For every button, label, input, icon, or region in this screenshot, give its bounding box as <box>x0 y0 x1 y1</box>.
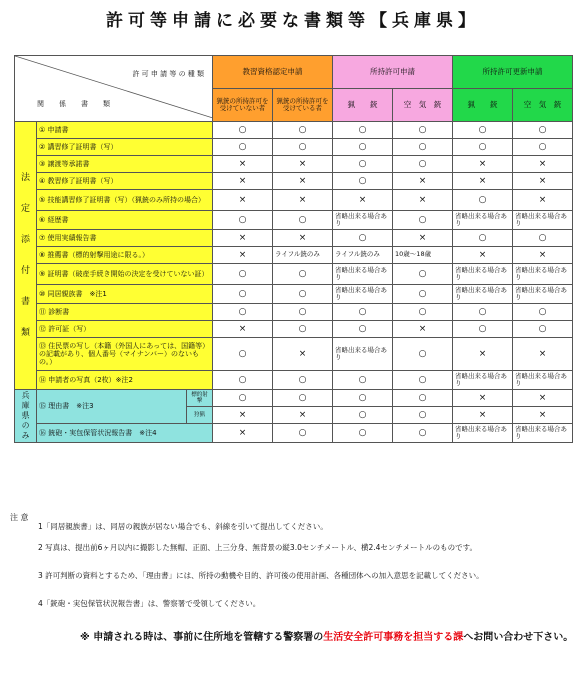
cell-value: ○ <box>393 264 453 285</box>
cell-value: × <box>333 190 393 211</box>
header-docs-label: 関 係 書 類 <box>37 100 114 108</box>
cell-value: 省略出来る場合あり <box>513 211 573 230</box>
cell-value: × <box>393 173 453 190</box>
header-sub-has-permit: 猟銃の所持許可を受けている者 <box>273 89 333 122</box>
row-label: ⑦ 使用実績報告書 <box>37 230 213 247</box>
row-label: ⑩ 同居親族書 ※注1 <box>37 285 213 304</box>
cell-value: × <box>273 190 333 211</box>
cell-value: ○ <box>273 211 333 230</box>
cell-value: ○ <box>273 390 333 407</box>
cell-value: ○ <box>333 173 393 190</box>
cell-value: ○ <box>273 321 333 338</box>
cell-value: × <box>453 173 513 190</box>
cell-value: × <box>453 247 513 264</box>
cell-value: ○ <box>453 122 513 139</box>
row-sublabel: 標的射撃 <box>187 390 213 407</box>
cell-value: × <box>273 338 333 371</box>
cell-value: ○ <box>213 122 273 139</box>
cell-value: ○ <box>213 304 273 321</box>
cell-value: 省略出来る場合あり <box>453 424 513 443</box>
cell-value: × <box>453 390 513 407</box>
note-4: 4「銃砲・実包保管状況報告書」は、警察署で受領してください。 <box>38 599 261 608</box>
cell-value: × <box>213 407 273 424</box>
row-sublabel: 狩猟 <box>187 407 213 424</box>
cell-value: ○ <box>333 424 393 443</box>
header-diagonal-cell <box>15 56 213 122</box>
cell-value: ○ <box>213 139 273 156</box>
cell-value: 省略出来る場合あり <box>513 264 573 285</box>
header-type-label: 許 可 申 請 等 の 種 類 <box>132 70 205 78</box>
cell-value: ○ <box>393 304 453 321</box>
cell-value: 省略出来る場合あり <box>453 285 513 304</box>
row-label: ⑮ 理由書 ※注3 <box>37 390 187 424</box>
row-label: ⑬ 住民票の写し（本籍（外国人にあっては、国籍等）の記載があり、個人番号（マイナンバー）のないもの。） <box>37 338 213 371</box>
cell-value: ○ <box>453 304 513 321</box>
cell-value: ○ <box>393 211 453 230</box>
cell-value: × <box>213 247 273 264</box>
cell-value: ○ <box>513 304 573 321</box>
row-label: ⑭ 申請者の写真（2枚）※注2 <box>37 371 213 390</box>
cell-value: 省略出来る場合あり <box>333 338 393 371</box>
note-3: 3 許可判断の資料とするため、「理由書」には、所持の動機や目的、許可後の使用計画、各種団体への加入意思を記載してください。 <box>38 571 484 580</box>
cell-value: × <box>513 173 573 190</box>
cell-value: × <box>453 156 513 173</box>
cell-value: × <box>273 173 333 190</box>
cell-value: ○ <box>273 304 333 321</box>
cell-value: × <box>213 230 273 247</box>
notes-heading: 注 意 <box>10 513 29 522</box>
cell-value: 省略出来る場合あり <box>333 211 393 230</box>
cell-value: ○ <box>393 371 453 390</box>
footer-part3: へお問い合わせ下さい。 <box>463 632 574 643</box>
cell-value: ○ <box>393 156 453 173</box>
cell-value: 省略出来る場合あり <box>453 371 513 390</box>
row-label: ⑨ 証明書（破産手続き開始の決定を受けていない証） <box>37 264 213 285</box>
cell-value: 省略出来る場合あり <box>333 264 393 285</box>
page-title: 許可等申請に必要な書類等【兵庫県】 <box>106 11 480 31</box>
row-label: ② 講習修了証明書（写） <box>37 139 213 156</box>
cell-value: 省略出来る場合あり <box>513 285 573 304</box>
footer-notice <box>80 631 580 645</box>
row-label: ④ 教習修了証明書（写） <box>37 173 213 190</box>
cell-value: × <box>393 190 453 211</box>
cell-value: × <box>213 424 273 443</box>
cell-value: ○ <box>453 139 513 156</box>
cell-value: ○ <box>213 285 273 304</box>
cell-value: ○ <box>213 338 273 371</box>
cell-value: ○ <box>333 321 393 338</box>
header-sub-airgun: 空 気 銃 <box>393 89 453 122</box>
cell-value: ○ <box>393 424 453 443</box>
cell-value: ライフル銃のみ <box>333 247 393 264</box>
cell-value: ○ <box>513 139 573 156</box>
cell-value: × <box>273 407 333 424</box>
cell-value: ○ <box>393 338 453 371</box>
header-sub-renew-shotgun: 猟 銃 <box>453 89 513 122</box>
side-label-hyogo: 兵庫県のみ <box>15 390 37 443</box>
cell-value: ○ <box>513 122 573 139</box>
cell-value: 省略出来る場合あり <box>453 211 513 230</box>
cell-value: ○ <box>273 285 333 304</box>
side-label-statutory: 法 定 添 付 書 類 <box>15 122 37 390</box>
cell-value: × <box>513 190 573 211</box>
cell-value: ライフル銃のみ <box>273 247 333 264</box>
cell-value: ○ <box>213 211 273 230</box>
cell-value: ○ <box>213 371 273 390</box>
header-sub-no-permit: 猟銃の所持許可を受けていない者 <box>213 89 273 122</box>
cell-value: ○ <box>513 230 573 247</box>
cell-value: 10歳～18歳 <box>393 247 453 264</box>
cell-value: ○ <box>273 122 333 139</box>
requirements-table <box>14 55 573 443</box>
cell-value: × <box>513 156 573 173</box>
cell-value: ○ <box>333 371 393 390</box>
cell-value: ○ <box>393 407 453 424</box>
cell-value: ○ <box>453 190 513 211</box>
cell-value: ○ <box>213 264 273 285</box>
header-group-training: 教習資格認定申請 <box>213 56 333 89</box>
cell-value: ○ <box>333 407 393 424</box>
cell-value: ○ <box>393 139 453 156</box>
cell-value: ○ <box>393 122 453 139</box>
row-label: ⑥ 経歴書 <box>37 211 213 230</box>
cell-value: × <box>393 321 453 338</box>
cell-value: × <box>393 230 453 247</box>
row-label: ⑫ 許可証（写） <box>37 321 213 338</box>
cell-value: × <box>213 173 273 190</box>
cell-value: ○ <box>273 424 333 443</box>
cell-value: × <box>453 407 513 424</box>
cell-value: ○ <box>453 321 513 338</box>
header-group-renewal: 所持許可更新申請 <box>453 56 573 89</box>
cell-value: 省略出来る場合あり <box>513 424 573 443</box>
note-1: 1「同居親族書」は、同居の親族が居ない場合でも、斜線を引いて提出してください。 <box>38 522 328 531</box>
cell-value: × <box>453 338 513 371</box>
cell-value: ○ <box>333 304 393 321</box>
row-label: ⑧ 推薦書（標的射撃用途に限る。） <box>37 247 213 264</box>
row-label: ⑤ 技能講習修了証明書（写）（猟銃のみ所持の場合） <box>37 190 213 211</box>
cell-value: ○ <box>333 122 393 139</box>
cell-value: ○ <box>273 264 333 285</box>
cell-value: × <box>513 407 573 424</box>
cell-value: ○ <box>333 390 393 407</box>
cell-value: ○ <box>273 371 333 390</box>
row-label: ① 申請書 <box>37 122 213 139</box>
header-group-possession: 所持許可申請 <box>333 56 453 89</box>
note-2: 2 写真は、提出前6ヶ月以内に撮影した無帽、正面、上三分身、無背景の縦3.0センチメートル、横2.4センチメートルのものです。 <box>38 543 477 552</box>
header-sub-renew-airgun: 空 気 銃 <box>513 89 573 122</box>
footer-department: 生活安全許可事務を担当する課 <box>323 632 464 643</box>
row-label: ⑯ 銃砲・実包保管状況報告書 ※注4 <box>37 424 213 443</box>
cell-value: × <box>213 321 273 338</box>
cell-value: 省略出来る場合あり <box>453 264 513 285</box>
cell-value: ○ <box>273 139 333 156</box>
row-label: ⑪ 診断書 <box>37 304 213 321</box>
cell-value: ○ <box>513 321 573 338</box>
cell-value: × <box>513 390 573 407</box>
footer-part1: ※ 申請される時は、事前に住所地を管轄する警察署の <box>80 632 324 643</box>
cell-value: × <box>273 230 333 247</box>
cell-value: ○ <box>213 390 273 407</box>
cell-value: ○ <box>333 230 393 247</box>
cell-value: × <box>213 156 273 173</box>
cell-value: × <box>273 156 333 173</box>
cell-value: × <box>513 338 573 371</box>
row-label: ③ 譲渡等承諾書 <box>37 156 213 173</box>
cell-value: 省略出来る場合あり <box>513 371 573 390</box>
cell-value: ○ <box>333 156 393 173</box>
cell-value: × <box>513 247 573 264</box>
cell-value: 省略出来る場合あり <box>333 285 393 304</box>
cell-value: ○ <box>453 230 513 247</box>
header-sub-shotgun: 猟 銃 <box>333 89 393 122</box>
cell-value: ○ <box>393 390 453 407</box>
cell-value: ○ <box>333 139 393 156</box>
cell-value: ○ <box>393 285 453 304</box>
cell-value: × <box>213 190 273 211</box>
